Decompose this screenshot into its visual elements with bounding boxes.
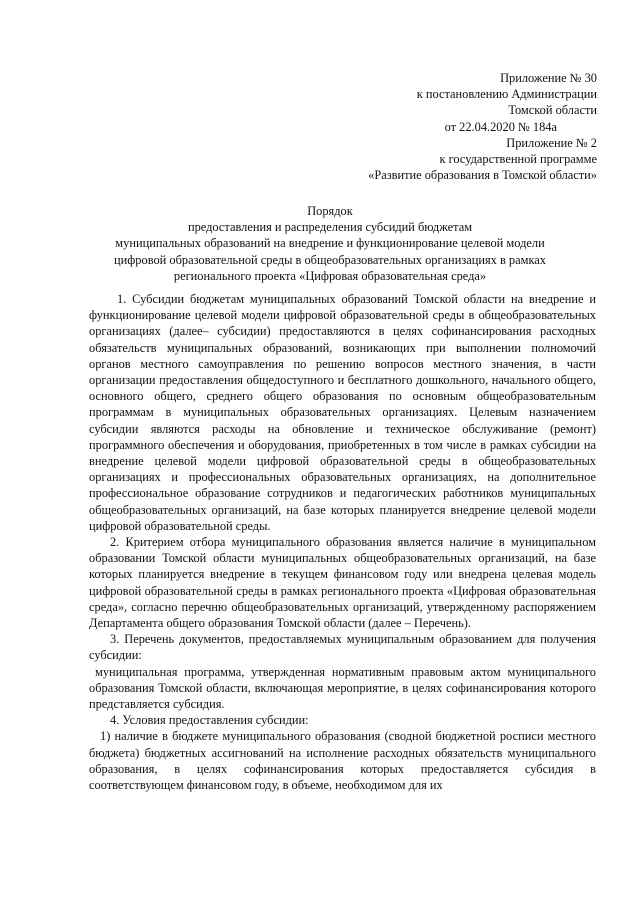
- document-body: [89, 291, 596, 793]
- annex-line: от 22.04.2020 № 184а: [444, 119, 557, 134]
- annex-line: к постановлению Администрации: [416, 87, 597, 102]
- paragraph-2: 2. Критерием отбора муниципального образования является наличие в муниципальном образовании Томской области муниципальных общеобразовательных организаций, на базе которых планируется внедрение в текущем финансовом году или внедрена целевая модель цифровой образовательной среды в рамках регионального проекта «Цифровая образовательная среда», согласно перечню общеобразовательных организаций, утвержденному распоряжением Департамента общего образования Томской области (далее – Перечень).: [89, 535, 596, 631]
- annex-line: «Развитие образования в Томской области»: [368, 168, 597, 183]
- paragraph-4-item-1: 1) наличие в бюджете муниципального образования (сводной бюджетной росписи местного бюджета) бюджетных ассигнований на исполнение расходных обязательств муниципального образования, в целях софинансирования которых предоставляется субсидия в соответствующем финансовом году, в объеме, необходимом для их: [89, 729, 596, 793]
- title-line: Порядок: [307, 204, 353, 218]
- paragraph-3-item: муниципальная программа, утвержденная нормативным правовым актом муниципального образования Томской области, включающая мероприятие, в целях софинансирования которого представляется субсидия.: [89, 664, 596, 712]
- annex-line: к государственной программе: [439, 152, 597, 167]
- annex-line: Приложение № 30: [500, 71, 597, 85]
- annex-line: Приложение № 2: [506, 135, 597, 150]
- title-line: предоставления и распределения субсидий бюджетам: [187, 220, 473, 235]
- annex-line: Томской области: [508, 103, 597, 118]
- paragraph-4: 4. Условия предоставления субсидии:: [110, 713, 309, 728]
- paragraph-1: 1. Субсидии бюджетам муниципальных образований Томской области на внедрение и функционирование целевой модели цифровой образовательной среды в общеобразовательных организациях (далее– субсидии) предоставляются в целях софинансирования расходных обязательств муниципальных образований, возникающих при выполнении полномочий органов местного самоуправления по решению вопросов местного значения, в части организации предоставления общедоступного и бесплатного дошкольного, начального общего, основного общего, среднего общего образования по основным общеобразовательным программам в муниципальных образовательных организациях. Целевым назначением субсидии являются расходы на обновление и техническое обслуживание (ремонт) программного обеспечения и оборудования, приобретенных в том числе в рамках субсидии на внедрение целевой модели цифровой образовательной среды в общеобразовательных организациях и профессиональных образовательных организациях, на дополнительное профессиональное образование сотрудников и педагогических работников муниципальных общеобразовательных организаций, на базе которых планируется внедрение целевой модели цифровой образовательной среды.: [89, 292, 596, 533]
- document-title: [60, 203, 600, 284]
- paragraph-3: 3. Перечень документов, предоставляемых муниципальным образованием для получения субсидии:: [89, 632, 596, 663]
- title-line: регионального проекта «Цифровая образовательная среда»: [173, 268, 487, 283]
- annex-header: [368, 70, 597, 183]
- title-line: муниципальных образований на внедрение и функционирование целевой модели: [115, 236, 545, 251]
- title-line: цифровой образовательной среды в общеобразовательных организациях в рамках: [114, 252, 546, 267]
